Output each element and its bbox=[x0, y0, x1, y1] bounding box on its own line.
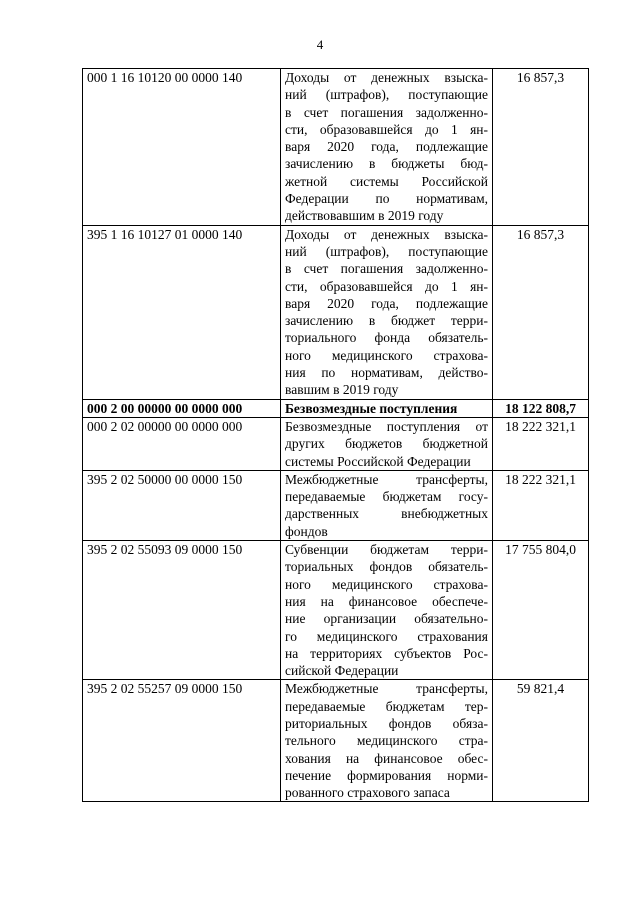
description-line: Безвозмездные поступления bbox=[285, 400, 458, 416]
description-line: передаваемые бюджетам тер- bbox=[285, 698, 488, 714]
amount-cell: 59 821,4 bbox=[493, 680, 589, 802]
table-row bbox=[83, 541, 589, 680]
description-line: варя 2020 года, подлежащие bbox=[285, 295, 488, 311]
table-row bbox=[83, 225, 589, 399]
budget-code-cell: 395 2 02 50000 00 0000 150 bbox=[83, 470, 281, 540]
description-line: Безвозмездные поступления от bbox=[285, 418, 488, 434]
amount-cell: 18 222 321,1 bbox=[493, 470, 589, 540]
description-line: хования на финансовое обес- bbox=[285, 750, 488, 766]
description-line: на территориях субъектов Рос- bbox=[285, 645, 488, 661]
description-cell bbox=[281, 680, 493, 802]
description-line: ния по нормативам, действо- bbox=[285, 365, 488, 381]
description-line: в счет погашения задолженно- bbox=[285, 261, 488, 277]
table-row bbox=[83, 399, 589, 417]
description-line: ного медицинского страхова- bbox=[285, 576, 488, 592]
description-line: других бюджетов бюджетной bbox=[285, 436, 488, 452]
amount-cell: 18 122 808,7 bbox=[493, 399, 589, 417]
description-line: Субвенции бюджетам терри- bbox=[285, 542, 488, 558]
description-line: варя 2020 года, подлежащие bbox=[285, 139, 488, 155]
description-line: Федерации по нормативам, bbox=[285, 191, 488, 207]
description-line: Доходы от денежных взыска- bbox=[285, 226, 488, 242]
description-line: сти, образовавшейся до 1 ян- bbox=[285, 121, 488, 137]
description-line: Доходы от денежных взыска- bbox=[285, 70, 488, 85]
amount-cell: 16 857,3 bbox=[493, 225, 589, 399]
description-line: Межбюджетные трансферты, bbox=[285, 681, 488, 697]
budget-code-cell: 395 2 02 55093 09 0000 150 bbox=[83, 541, 281, 680]
table-row bbox=[83, 69, 589, 226]
budget-code-cell: 395 1 16 10127 01 0000 140 bbox=[83, 225, 281, 399]
description-line: фондов bbox=[285, 523, 328, 539]
description-cell bbox=[281, 399, 493, 417]
description-line: системы Российской Федерации bbox=[285, 453, 471, 469]
description-cell bbox=[281, 225, 493, 399]
budget-code-cell: 395 2 02 55257 09 0000 150 bbox=[83, 680, 281, 802]
description-line: Межбюджетные трансферты, bbox=[285, 471, 488, 487]
description-line: печение формирования норми- bbox=[285, 767, 488, 783]
description-line: ториальных фондов обязатель- bbox=[285, 559, 488, 575]
description-line: жетной системы Российской bbox=[285, 173, 488, 189]
description-line: сийской Федерации bbox=[285, 663, 399, 679]
description-line: дарственных внебюджетных bbox=[285, 506, 488, 522]
table-body bbox=[83, 69, 589, 802]
description-line: ного медицинского страхова- bbox=[285, 347, 488, 363]
description-line: тельного медицинского стра- bbox=[285, 733, 488, 749]
description-line: риториальных фондов обяза- bbox=[285, 715, 488, 731]
description-line: сти, образовавшейся до 1 ян- bbox=[285, 278, 488, 294]
description-line: ния на финансовое обеспече- bbox=[285, 593, 488, 609]
description-cell bbox=[281, 417, 493, 470]
table-row bbox=[83, 417, 589, 470]
description-cell bbox=[281, 541, 493, 680]
description-cell bbox=[281, 470, 493, 540]
description-line: передаваемые бюджетам госу- bbox=[285, 489, 488, 505]
description-line: ториального фонда обязатель- bbox=[285, 330, 488, 346]
page-number: 4 bbox=[316, 37, 324, 52]
budget-code-cell: 000 1 16 10120 00 0000 140 bbox=[83, 69, 281, 226]
description-line: зачислению в бюджет терри- bbox=[285, 313, 488, 329]
description-line: в счет погашения задолженно- bbox=[285, 104, 488, 120]
table-row bbox=[83, 680, 589, 802]
description-line: вавшим в 2019 году bbox=[285, 382, 399, 398]
budget-code-cell: 000 2 02 00000 00 0000 000 bbox=[83, 417, 281, 470]
description-cell bbox=[281, 69, 493, 226]
amount-cell: 17 755 804,0 bbox=[493, 541, 589, 680]
description-line: ний (штрафов), поступающие bbox=[285, 243, 488, 259]
description-line: рованного страхового запаса bbox=[285, 785, 450, 801]
amount-cell: 18 222 321,1 bbox=[493, 417, 589, 470]
budget-revenue-table bbox=[82, 68, 589, 802]
description-line: ние организации обязательно- bbox=[285, 611, 488, 627]
amount-cell: 16 857,3 bbox=[493, 69, 589, 226]
description-line: зачислению в бюджеты бюд- bbox=[285, 156, 488, 172]
description-line: действовавшим в 2019 году bbox=[285, 208, 444, 224]
table-row bbox=[83, 470, 589, 540]
budget-code-cell: 000 2 00 00000 00 0000 000 bbox=[83, 399, 281, 417]
description-line: ний (штрафов), поступающие bbox=[285, 87, 488, 103]
description-line: го медицинского страхования bbox=[285, 628, 488, 644]
